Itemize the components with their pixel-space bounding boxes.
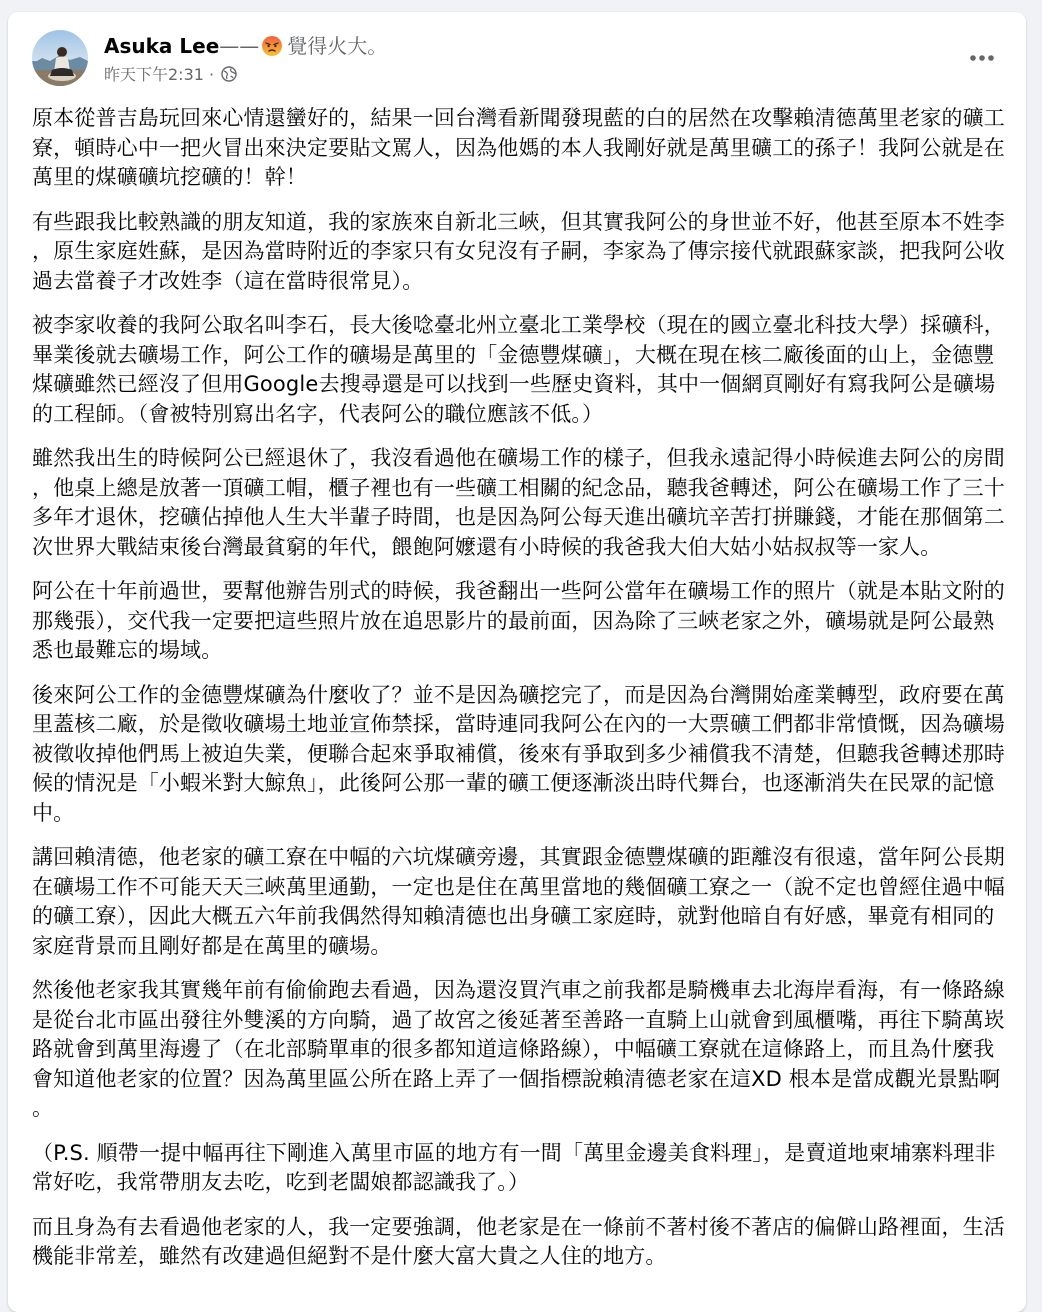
post-paragraph: 阿公在十年前過世，要幫他辦告別式的時候，我爸翻出一些阿公當年在礦場工作的照片（就是本貼文附的那幾張），交代我一定要把這些照片放在追思影片的最前面，因為除了三峽老家之外，礦場就是阿公最熟悉也最難忘的場域。	[32, 579, 1005, 662]
more-options-icon	[969, 54, 995, 62]
post-paragraph: 而且身為有去看過他老家的人，我一定要強調，他老家是在一條前不著村後不著店的偏僻山路裡面，生活機能非常差，雖然有改建過但絕對不是什麼大富大貴之人住的地方。	[32, 1214, 1005, 1268]
post-paragraph: （P.S. 順帶一提中幅再往下剛進入萬里市區的地方有一間「萬里金邊美食料理」，是賣道地柬埔寨料理非常好吃，我常帶朋友去吃，吃到老闆娘都認識我了。）	[32, 1140, 996, 1194]
post-paragraph: 然後他老家我其實幾年前有偷偷跑去看過，因為還沒買汽車之前我都是騎機車去北海岸看海，有一條路線是從台北市區出發往外雙溪的方向騎，過了故宮之後延著至善路一直騎上山就會到風櫃嘴，再往下騎萬崁路就會到萬里海邊了（在北部騎單車的很多都知道這條路線），中幅礦工寮就在這條路上，而且為什麼我會知道他老家的位置？因為萬里區公所在路上弄了一個指標說賴清德老家在這XD 根本是當成觀光景點啊。	[32, 978, 1005, 1120]
feeling-text: 覺得火大。	[287, 34, 388, 58]
post-paragraph: 後來阿公工作的金德豐煤礦為什麼收了？並不是因為礦挖完了，而是因為台灣開始產業轉型，政府要在萬里蓋核二廠，於是徵收礦場土地並宣佈禁採，當時連同我阿公在內的一大票礦工們都非常憤慨，因為礦場被徵收掉他們馬上被迫失業，便聯合起來爭取補償，後來有爭取到多少補償我不清楚，但聽我爸轉述那時候的情況是「小蝦米對大鯨魚」，此後阿公那一輩的礦工便逐漸淡出時代舞台，也逐漸消失在民眾的記憶中。	[32, 682, 1005, 825]
author-line	[104, 32, 387, 60]
post-card	[8, 12, 1026, 1312]
post-paragraph: 被李家收養的我阿公取名叫李石，長大後唸臺北州立臺北工業學校（現在的國立臺北科技大學）採礦科，畢業後就去礦場工作，阿公工作的礦場是萬里的「金德豐煤礦」，大概在現在核二廠後面的山上，金德豐煤礦雖然已經沒了但用Google去搜尋還是可以找到一些歷史資料，其中一個網頁剛好有寫我阿公是礦場的工程師。（會被特別寫出名字，代表阿公的職位應該不低。）	[32, 313, 1005, 426]
avatar[interactable]	[32, 30, 88, 86]
more-options-button[interactable]	[962, 42, 1002, 74]
post-body	[32, 104, 1008, 1287]
globe-icon[interactable]	[221, 66, 237, 82]
post-paragraph: 有些跟我比較熟識的朋友知道，我的家族來自新北三峽，但其實我阿公的身世並不好，他甚至原本不姓李，原生家庭姓蘇，是因為當時附近的李家只有女兒沒有子嗣，李家為了傳宗接代就跟蘇家談，把我阿公收過去當養子才改姓李（這在當時很常見）。	[32, 209, 1005, 293]
post-meta	[104, 64, 237, 86]
author-name[interactable]: Asuka Lee	[104, 34, 220, 58]
post-paragraph: 原本從普吉島玩回來心情還蠻好的，結果一回台灣看新聞發現藍的白的居然在攻擊賴清德萬里老家的礦工寮，頓時心中一把火冒出來決定要貼文罵人，因為他媽的本人我剛好就是萬里礦工的孫子！我阿公就是在萬里的煤礦礦坑挖礦的！幹！	[32, 106, 1005, 189]
angry-face-icon	[261, 35, 283, 57]
post-paragraph: 講回賴清德，他老家的礦工寮在中幅的六坑煤礦旁邊，其實跟金德豐煤礦的距離沒有很遠，當年阿公長期在礦場工作不可能天天三峽萬里通勤，一定也是住在萬里當地的幾個礦工寮之一（說不定也曾經住過中幅的礦工寮），因此大概五六年前我偶然得知賴清德也出身礦工家庭時，就對他暗自有好感，畢竟有相同的家庭背景而且剛好都是在萬里的礦場。	[32, 845, 1005, 958]
post-paragraph: 雖然我出生的時候阿公已經退休了，我沒看過他在礦場工作的樣子，但我永遠記得小時候進去阿公的房間，他桌上總是放著一頂礦工帽，櫃子裡也有一些礦工相關的紀念品，聽我爸轉述，阿公在礦場工作了三十多年才退休，挖礦佔掉他人生大半輩子時間，也是因為阿公每天進出礦坑辛苦打拼賺錢，才能在那個第二次世界大戰結束後台灣最貧窮的年代，餵飽阿嬤還有小時候的我爸我大伯大姑小姑叔叔等一家人。	[32, 446, 1005, 559]
post-header	[8, 12, 1026, 92]
feeling-prefix: ——	[219, 34, 260, 58]
post-timestamp[interactable]: 昨天下午2:31	[104, 65, 204, 84]
meta-separator: ·	[209, 65, 215, 84]
